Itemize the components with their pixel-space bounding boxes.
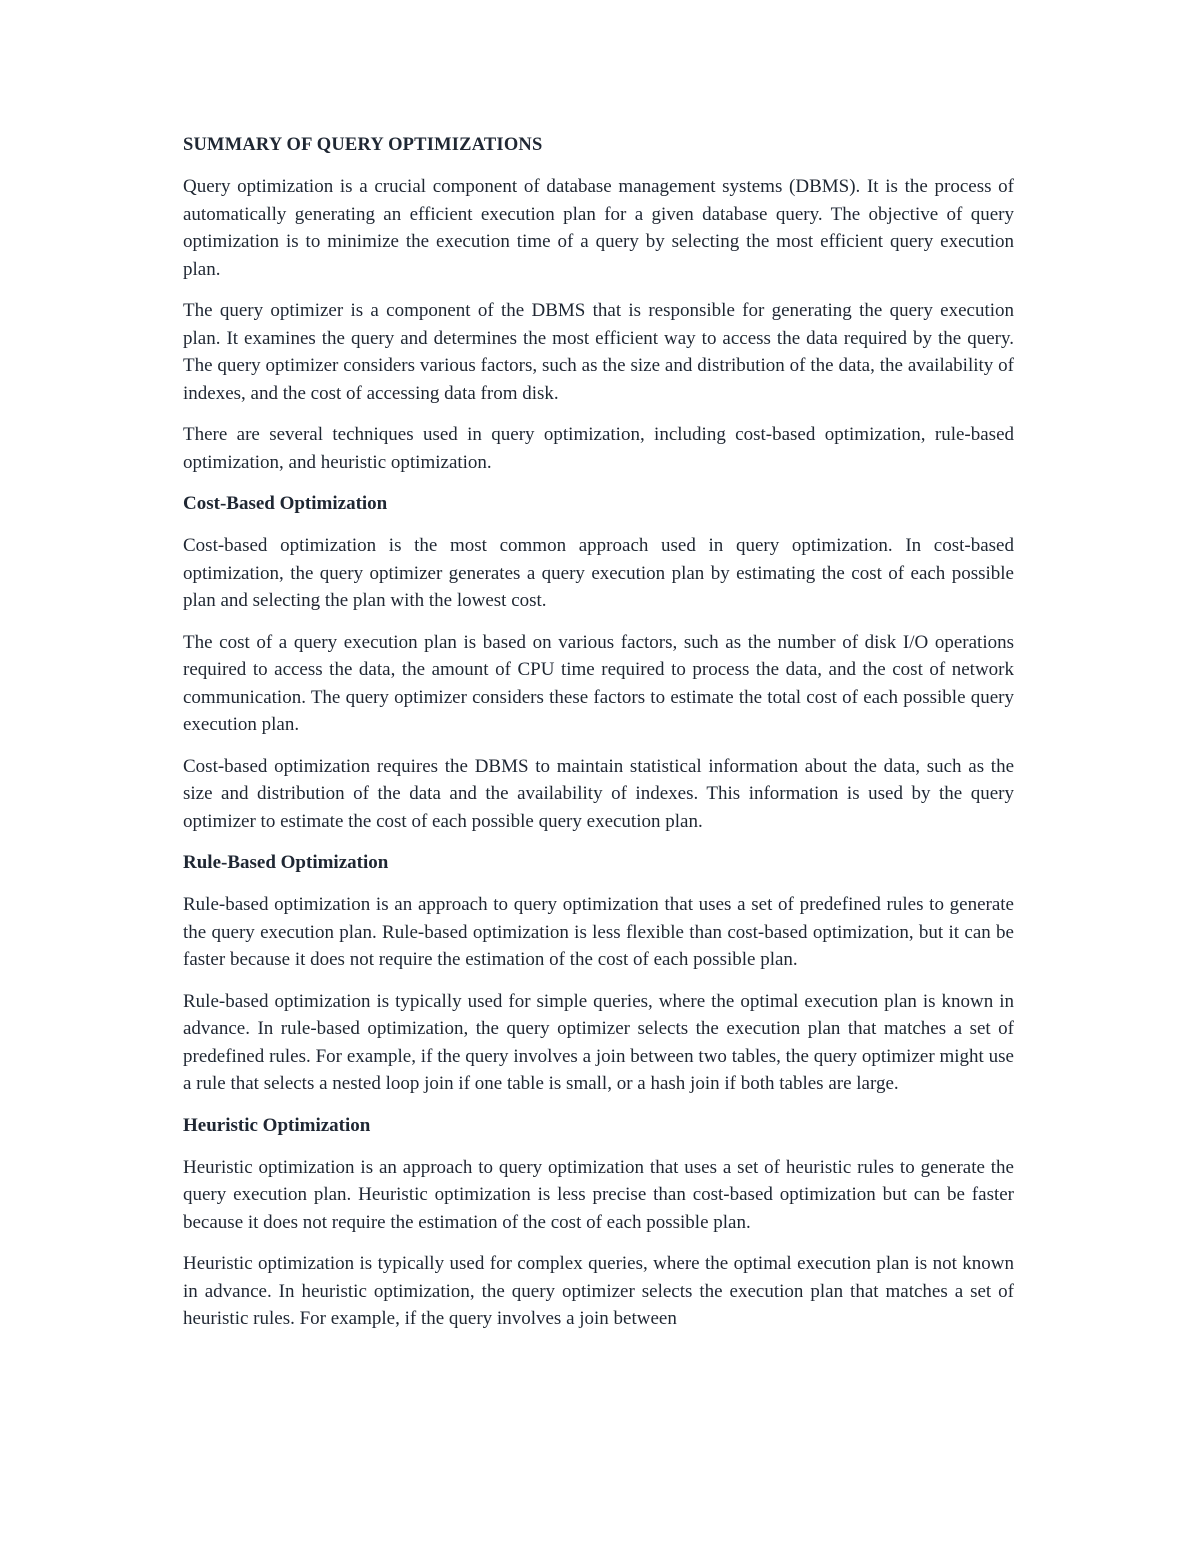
section-paragraph: Heuristic optimization is typically used for complex queries, where the optimal execution plan is not known in advance. In heuristic optimization, the query optimizer selects the execution plan that matches a set of heuristic rules. For example, if the query involves a join between [183, 1253, 1014, 1329]
document-title: SUMMARY OF QUERY OPTIMIZATIONS [183, 135, 543, 155]
section-heading-rule-based: Rule-Based Optimization [183, 852, 389, 873]
document-page [183, 131, 1014, 1347]
section-paragraph: The cost of a query execution plan is based on various factors, such as the number of disk I/O operations required to access the data, the amount of CPU time required to process the data, and the cost of network communication. The query optimizer considers these factors to estimate the total cost of each possible query execution plan. [183, 631, 1014, 735]
section-paragraph: Heuristic optimization is an approach to query optimization that uses a set of heuristic rules to generate the query execution plan. Heuristic optimization is less precise than cost-based optimization but can be faster because it does not require the estimation of the cost of each possible plan. [183, 1156, 1014, 1233]
section-paragraph: Cost-based optimization requires the DBMS to maintain statistical information about the data, such as the size and distribution of the data and the availability of indexes. This information is used by the query optimizer to estimate the cost of each possible query execution plan. [183, 755, 1014, 832]
section-paragraph: Rule-based optimization is typically used for simple queries, where the optimal execution plan is known in advance. In rule-based optimization, the query optimizer selects the execution plan that matches a set of predefined rules. For example, if the query involves a join between two tables, the query optimizer might use a rule that selects a nested loop join if one table is small, or a hash join if both tables are large. [183, 990, 1014, 1094]
section-paragraph: Cost-based optimization is the most common approach used in query optimization. In cost-based optimization, the query optimizer generates a query execution plan by estimating the cost of each possible plan and selecting the plan with the lowest cost. [183, 535, 1014, 611]
intro-paragraph: Query optimization is a crucial component of database management systems (DBMS). It is the process of automatically generating an efficient execution plan for a given database query. The objective of query optimization is to minimize the execution time of a query by selecting the most efficient query execution plan. [183, 176, 1014, 280]
section-heading-cost-based: Cost-Based Optimization [183, 493, 388, 514]
section-paragraph: Rule-based optimization is an approach to query optimization that uses a set of predefined rules to generate the query execution plan. Rule-based optimization is less flexible than cost-based optimization, but it can be faster because it does not require the estimation of the cost of each possible plan. [183, 894, 1014, 970]
intro-paragraph: The query optimizer is a component of the DBMS that is responsible for generating the query execution plan. It examines the query and determines the most efficient way to access the data required by the query. The query optimizer considers various factors, such as the size and distribution of the data, the availability of indexes, and the cost of accessing data from disk. [183, 300, 1014, 404]
section-heading-heuristic: Heuristic Optimization [183, 1114, 371, 1136]
intro-paragraph: There are several techniques used in query optimization, including cost-based optimization, rule-based optimization, and heuristic optimization. [183, 424, 1014, 473]
